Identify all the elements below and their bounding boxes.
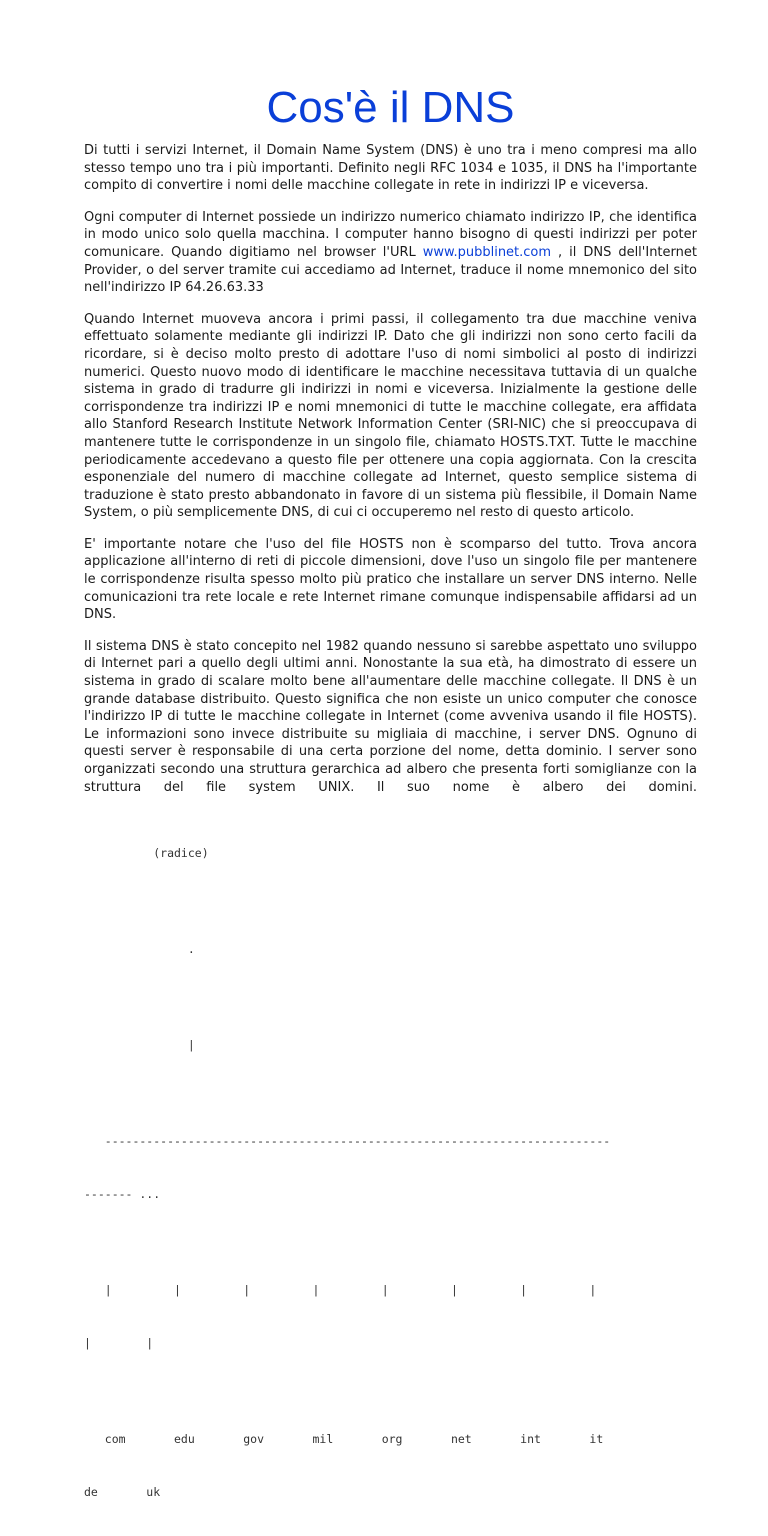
paragraph-ip-address bbox=[84, 209, 697, 297]
document-page bbox=[84, 82, 697, 1536]
paragraph-intro: Di tutti i servizi Internet, il Domain Name System (DNS) è uno tra i meno compresi ma allo stesso tempo uno tra i più importanti. Definito negli RFC 1034 e 1035, il DNS ha l'importante compito di convertire i nomi delle macchine collegate in rete in indirizzi IP e viceversa. bbox=[84, 143, 697, 194]
tree-root-label: (radice) bbox=[84, 846, 209, 861]
tree-branch-line-tail: ------- ... bbox=[84, 1187, 161, 1202]
tree-root-connector: | bbox=[84, 1038, 195, 1053]
tree-top-level-domains: com edu gov mil org net int it bbox=[84, 1431, 604, 1446]
page-title: Cos'è il DNS bbox=[266, 83, 515, 132]
pubblinet-link[interactable]: www.pubblinet.com bbox=[422, 244, 552, 260]
tree-root-dot: . bbox=[84, 942, 195, 957]
domain-tree-diagram bbox=[84, 810, 697, 1536]
paragraph-dns-system: Il sistema DNS è stato concepito nel 1982 quando nessuno si sarebbe aspettato uno sviluppo di Internet pari a quello degli ultimi anni. Nonostante la sua età, ha dimostrato di essere un sistema in grado di scalare molto bene all'aumentare delle macchine collegate. Il DNS è un grande database distribuito. Questo significa che non esiste un unico computer che conosce l'indirizzo IP di tutte le macchine collegate in Internet (come avveniva usando il file HOSTS). Le informazioni sono invece distribuite su migliaia di macchine, i server DNS. Ognuno di questi server è responsabile di una certa porzione del nome, detta dominio. I server sono organizzati secondo una struttura gerarchica ad albero che presenta forti somiglianze con la struttura del file system UNIX. Il suo nome è albero dei domini. bbox=[84, 638, 697, 795]
tree-branch-connectors-tail: | | bbox=[84, 1335, 154, 1350]
tree-branch-connectors: | | | | | | | | bbox=[84, 1283, 597, 1298]
tree-branch-line: ------------------------------------------------------------------------- bbox=[84, 1134, 611, 1149]
paragraph-hosts-file: E' importante notare che l'uso del file HOSTS non è scomparso del tutto. Trova ancora applicazione all'interno di reti di piccole dimensioni, dove l'uso un singolo file per mantenere le corrispondenze risulta spesso molto più pratico che installare un server DNS interno. Nelle comunicazioni tra rete locale e rete Internet rimane comunque indispensabile affidarsi ad un DNS. bbox=[84, 536, 697, 623]
paragraph-history: Quando Internet muoveva ancora i primi passi, il collegamento tra due macchine veniva effettuato solamente mediante gli indirizzi IP. Dato che gli indirizzi non sono certo facili da ricordare, si è deciso molto presto di adottare l'uso di nomi simbolici al posto di indirizzi numerici. Questo nuovo modo di identificare le macchine necessitava tuttavia di un qualche sistema in grado di tradurre gli indirizzi in nomi e viceversa. Inizialmente la gestione delle corrispondenze tra indirizzi IP e nomi mnemonici di tutte le macchine collegate, era affidata allo Stanford Research Institute Network Information Center (SRI-NIC) che si preoccupava di mantenere tutte le corrispondenze in un singolo file, chiamato HOSTS.TXT. Tutte le macchine periodicamente accedevano a questo file per ottenere una copia aggiornata. Con la crescita esponenziale del numero di macchine collegate ad Internet, questo semplice sistema di traduzione è stato presto abbandonato in favore di un sistema più flessibile, il Domain Name System, o più semplicemente DNS, di cui ci occuperemo nel resto di questo articolo. bbox=[84, 311, 697, 521]
paragraph-text: Ogni computer di Internet possiede un indirizzo numerico chiamato indirizzo IP, che identifica in modo unico solo quella macchina. I computer hanno bisogno di questi indirizzi per poter comunicare. Quando digitiamo nel browser l'URL bbox=[84, 209, 697, 260]
tree-top-level-domains-tail: de uk bbox=[84, 1484, 161, 1499]
paragraph-text: , il DNS dell'Internet Provider, o del server tramite cui accediamo ad Internet, traduce il nome mnemonico del sito nell'indirizzo IP 64.26.63.33 bbox=[84, 244, 697, 296]
